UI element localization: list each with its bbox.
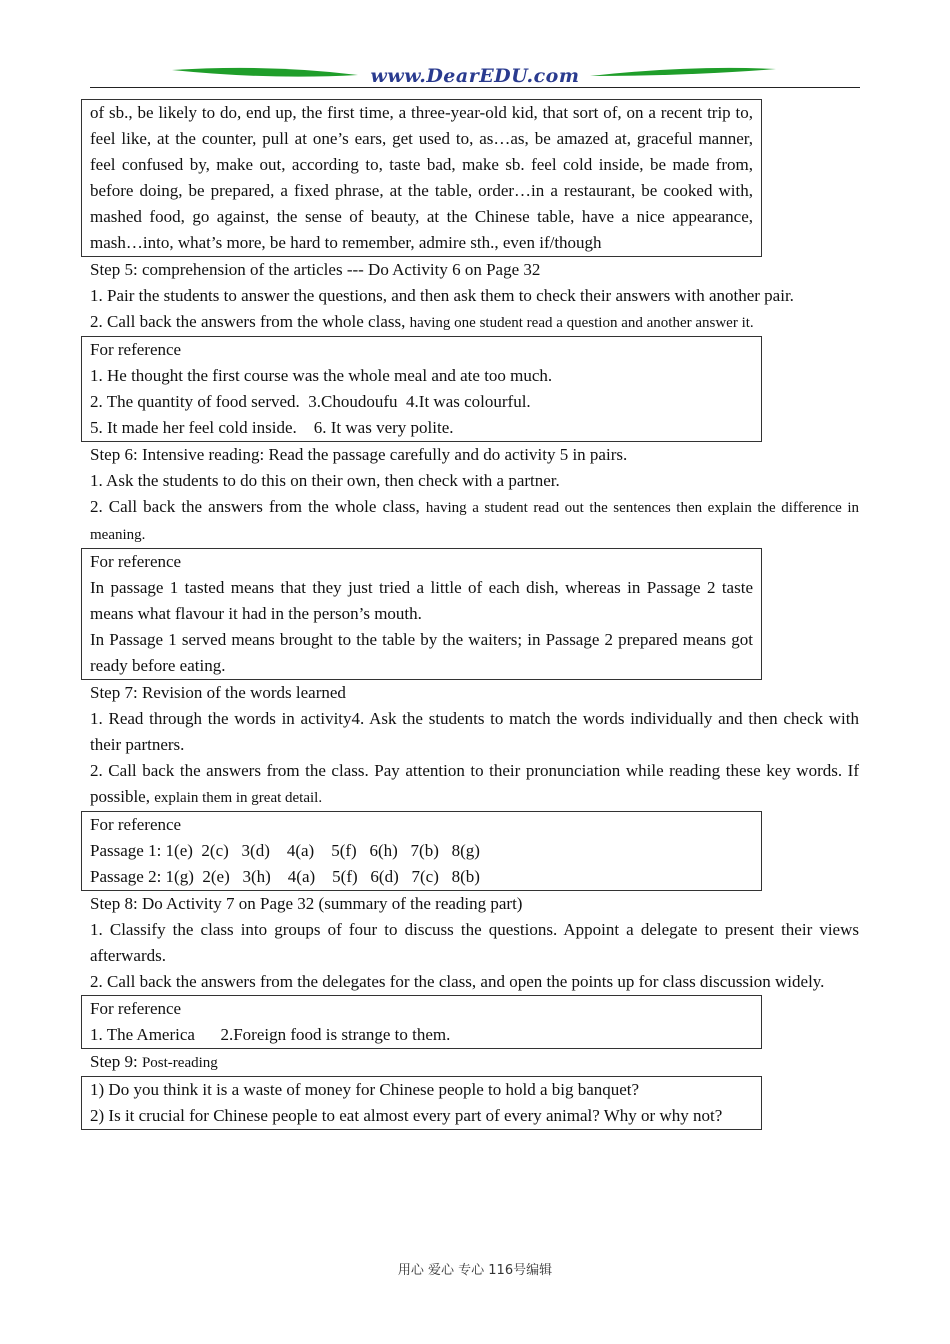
reference-line: 5. It made her feel cold inside. 6. It was very polite. [90,418,454,437]
step6-reference-box [81,548,762,680]
discussion-question: 1) Do you think it is a waste of money for Chinese people to hold a big banquet? [90,1080,640,1099]
phrase-list-text: of sb., be likely to do, end up, the first time, a three-year-old kid, that sort of, on a recent trip to, feel like, at the counter, pull at one’s ears, get used to, as…as, be amazed at, graceful manner, feel confused by, make out, according to, taste bad, make sb. feel cold inside, be made from, before doing, be prepared, a fixed phrase, at the table, order…in a restaurant, be cooked with, mashed food, go against, the sense of beauty, at the Chinese table, have a nice appearance, mash…into, what’s more, be hard to remember, admire sth., even if/though [90,103,753,252]
reference-line: Passage 2: 1(g) 2(e) 3(h) 4(a) 5(f) 6(d) 7(c) 8(b) [90,867,480,886]
reference-label: For reference [90,340,182,359]
reference-paragraph: In Passage 1 served means brought to the table by the waiters; in Passage 2 prepared means got ready before eating. [90,630,753,675]
document-body [90,99,859,1130]
step7-item-1: 1. Read through the words in activity4. Ask the students to match the words individually and then check with their partners. [90,709,859,754]
step6-heading: Step 6: Intensive reading: Read the passage carefully and do activity 5 in pairs. [90,445,628,464]
step5-heading: Step 5: comprehension of the articles --- Do Activity 6 on Page 32 [90,260,541,279]
step6-item-1: 1. Ask the students to do this on their own, then check with a partner. [90,471,560,490]
reference-line: 1. He thought the first course was the whole meal and ate too much. [90,366,553,385]
step5-item-2: 2. Call back the answers from the whole class, having one student read a question and another answer it. [90,312,754,331]
header-rule [90,87,860,88]
reference-label: For reference [90,552,182,571]
step7-heading: Step 7: Revision of the words learned [90,683,346,702]
step7-reference-box [81,811,762,891]
step8-heading: Step 8: Do Activity 7 on Page 32 (summary of the reading part) [90,894,523,913]
step5-reference-box [81,336,762,442]
step8-reference-box [81,995,762,1049]
step8-item-1: 1. Classify the class into groups of four to discuss the questions. Appoint a delegate to present their views afterwards. [90,920,859,965]
step8-item-2: 2. Call back the answers from the delegates for the class, and open the points up for class discussion widely. [90,972,825,991]
step9-heading: Step 9: Post-reading [90,1052,218,1071]
page-footer: 用心 爱心 专心 116号编辑 [397,1263,553,1278]
reference-label: For reference [90,999,182,1018]
reference-line: 2. The quantity of food served. 3.Choudoufu 4.It was colourful. [90,392,531,411]
step6-item-2: 2. Call back the answers from the whole class, having a student read out the sentences then explain the difference in meaning. [90,497,859,543]
reference-line: 1. The America 2.Foreign food is strange to them. [90,1025,451,1044]
phrase-list-box [81,99,762,257]
site-logo-text: www.DearEDU.com [370,65,580,87]
reference-label: For reference [90,815,182,834]
reference-line: Passage 1: 1(e) 2(c) 3(d) 4(a) 5(f) 6(h) 7(b) 8(g) [90,841,480,860]
step9-questions-box [81,1076,762,1130]
reference-paragraph: In passage 1 tasted means that they just tried a little of each dish, whereas in Passage 2 taste means what flavour it had in the person’s mouth. [90,578,753,623]
site-header [90,62,860,90]
step7-item-2: 2. Call back the answers from the class. Pay attention to their pronunciation while reading these key words. If possible, explain them in great detail. [90,761,859,806]
discussion-question: 2) Is it crucial for Chinese people to eat almost every part of every animal? Why or why not? [90,1106,723,1125]
step5-item-1: 1. Pair the students to answer the questions, and then ask them to check their answers with another pair. [90,286,794,305]
